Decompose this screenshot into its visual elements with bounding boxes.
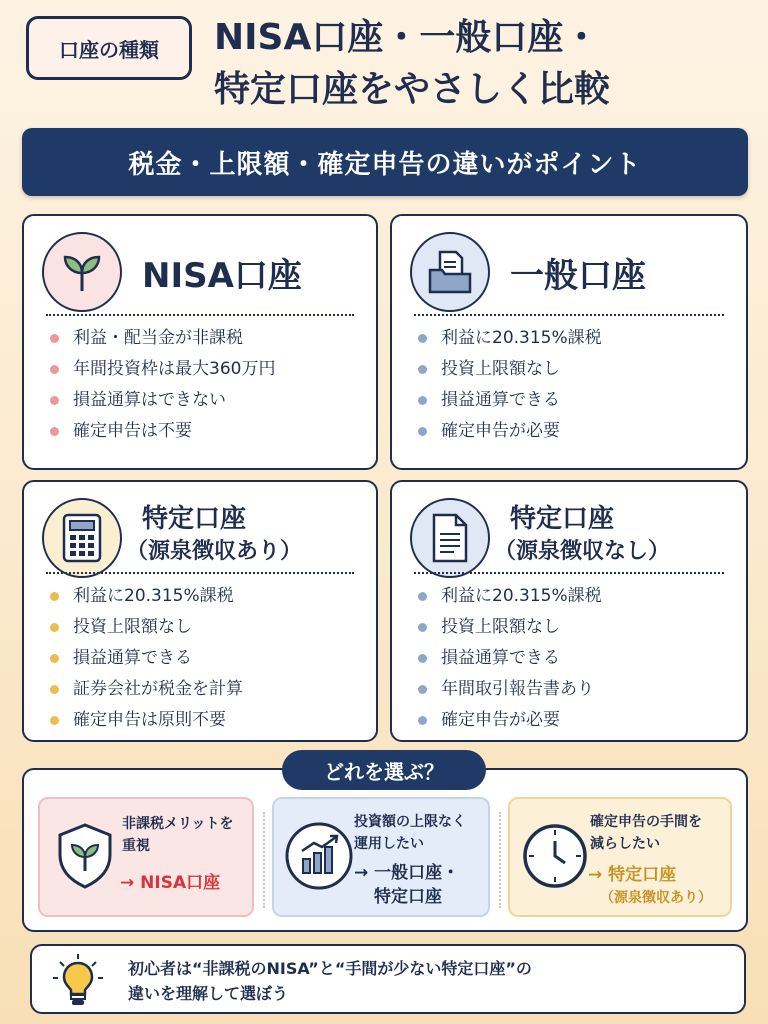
- tokutei-no-withholding-title: 特定口座: [510, 504, 615, 534]
- option-general-result: [354, 861, 459, 909]
- option-tokutei: [508, 797, 732, 917]
- list-item: 利益に20.315%課税: [418, 323, 602, 354]
- list-item: 投資上限額なし: [50, 612, 243, 643]
- document-icon: [410, 498, 490, 578]
- general-card-title: 一般口座: [510, 256, 646, 296]
- sprout-icon: [42, 232, 122, 312]
- option-tokutei-text: [590, 811, 702, 855]
- list-item: 利益に20.315%課税: [50, 581, 243, 612]
- tokutei-withholding-feature-list: [50, 581, 243, 736]
- tokutei-withholding-subtitle: （源泉徴収あり）: [126, 539, 303, 564]
- tokutei-no-withholding-card: [390, 480, 748, 742]
- list-item: 証券会社が税金を計算: [50, 674, 243, 705]
- tokutei-no-withholding-divider: [414, 572, 724, 574]
- option-general: [272, 797, 490, 917]
- option-general-line2: 運用したい: [354, 836, 424, 852]
- nisa-card: [22, 214, 378, 470]
- tokutei-withholding-divider: [46, 572, 354, 574]
- list-item: 投資上限額なし: [418, 612, 602, 643]
- option-tokutei-line1: 確定申告の手間を: [590, 814, 702, 830]
- tip-line1: 初心者は“非課税のNISA”と“手間が少ない特定口座”の: [128, 959, 532, 978]
- option-nisa: [38, 797, 254, 917]
- nisa-card-title: NISA口座: [142, 256, 302, 296]
- list-item: 確定申告が必要: [418, 416, 602, 447]
- clock-icon: [520, 821, 590, 891]
- list-item: 損益通算できる: [50, 643, 243, 674]
- tip-text: [128, 956, 728, 1006]
- list-item: 損益通算はできない: [50, 385, 275, 416]
- choose-title-text: どれを選ぶ？: [324, 759, 444, 784]
- beginner-tip: [30, 944, 746, 1014]
- tokutei-no-withholding-subtitle: （源泉徴収なし）: [494, 539, 671, 564]
- list-item: 利益・配当金が非課税: [50, 323, 275, 354]
- key-point-banner: [22, 128, 748, 196]
- category-tag: [26, 16, 192, 80]
- list-item: 年間投資枠は最大360万円: [50, 354, 275, 385]
- tokutei-withholding-title: 特定口座: [142, 504, 247, 534]
- list-item: 損益通算できる: [418, 385, 602, 416]
- list-item: 確定申告は不要: [50, 416, 275, 447]
- tokutei-no-withholding-feature-list: [418, 581, 602, 736]
- banner-text: 税金・上限額・確定申告の違いがポイント: [128, 149, 642, 180]
- list-item: 年間取引報告書あり: [418, 674, 602, 705]
- option-nisa-line2: 重視: [122, 838, 150, 854]
- nisa-card-divider: [46, 314, 354, 316]
- option-nisa-result: → NISA口座: [120, 873, 221, 893]
- general-card: [390, 214, 748, 470]
- shield-sprout-icon: [50, 821, 120, 891]
- general-feature-list: [418, 323, 602, 447]
- page-title-line1: NISA口座・一般口座・: [214, 17, 600, 58]
- option-divider: [263, 812, 265, 908]
- nisa-feature-list: [50, 323, 275, 447]
- option-general-result-line2: 特定口座: [374, 887, 442, 907]
- option-tokutei-line2: 減らしたい: [590, 836, 660, 852]
- option-nisa-line1: 非課税メリットを: [122, 816, 234, 832]
- category-tag-label: 口座の種類: [59, 37, 159, 62]
- folder-document-icon: [410, 232, 490, 312]
- calculator-icon: [42, 498, 122, 578]
- general-card-divider: [414, 314, 724, 316]
- option-general-text: [354, 811, 466, 855]
- page-title-line2: 特定口座をやさしく比較: [214, 69, 611, 110]
- tip-line2: 違いを理解して選ぼう: [128, 984, 289, 1003]
- option-general-line1: 投資額の上限なく: [354, 814, 466, 830]
- page-title: [214, 12, 754, 116]
- list-item: 確定申告が必要: [418, 705, 602, 736]
- option-general-result-line1: → 一般口座・: [354, 863, 460, 883]
- list-item: 確定申告は原則不要: [50, 705, 243, 736]
- list-item: 損益通算できる: [418, 643, 602, 674]
- lightbulb-icon: [50, 952, 106, 1008]
- growth-chart-icon: [284, 821, 354, 891]
- tokutei-withholding-card: [22, 480, 378, 742]
- option-tokutei-result-sub: （源泉徴収あり）: [600, 890, 712, 906]
- list-item: 投資上限額なし: [418, 354, 602, 385]
- option-nisa-text: [122, 813, 233, 857]
- choose-section-title: [282, 750, 486, 790]
- option-tokutei-result: → 特定口座: [588, 865, 677, 885]
- option-divider: [499, 812, 501, 908]
- list-item: 利益に20.315%課税: [418, 581, 602, 612]
